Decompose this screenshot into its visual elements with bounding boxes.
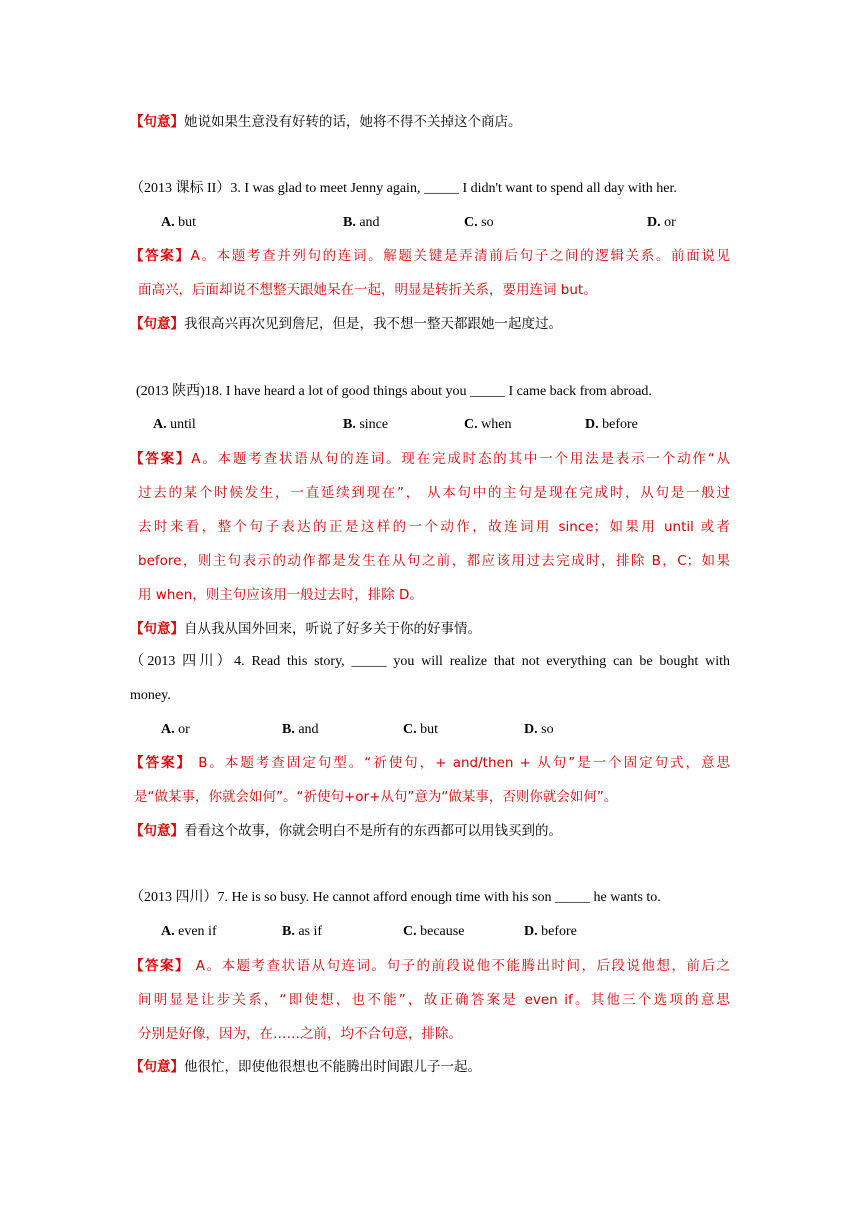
answer-line: 分别是好像，因为，在……之前，均不合句意，排除。 bbox=[138, 1026, 462, 1042]
option-a: A. even if bbox=[161, 924, 217, 939]
question-stem: （2013 课标 II）3. I was glad to meet Jenny again, _____ I didn't want to spend all day with her. bbox=[130, 181, 677, 196]
option-a: A. or bbox=[161, 722, 190, 737]
option-b: B. as if bbox=[282, 924, 323, 939]
sentence-meaning-tag: 【句意】 bbox=[130, 316, 184, 332]
sentence-meaning-tag: 【句意】 bbox=[130, 1059, 184, 1075]
answer-line: 间明显是让步关系，“即使想，也不能”，故正确答案是 even if。其他三个选项的意思 bbox=[138, 992, 730, 1008]
option-b: B. and bbox=[343, 215, 380, 230]
option-d: D. so bbox=[524, 722, 554, 737]
answer-line: 是“做某事，你就会如何”。“祈使句+or+从句”意为“做某事，否则你就会如何”。 bbox=[134, 789, 618, 805]
answer-line bbox=[130, 449, 730, 470]
answer-line: 去时来看，整个句子表达的正是这样的一个动作，故连词用 since；如果用 until 或者 bbox=[138, 519, 730, 535]
option-d: D. or bbox=[647, 215, 676, 230]
option-c: C. when bbox=[464, 417, 512, 432]
sentence-meaning-line bbox=[130, 619, 481, 640]
answer-tag: 【答案】 bbox=[130, 958, 190, 974]
answer-text: A。本题考查状语从句的连词。现在完成时态的其中一个用法是表示一个动作“从 bbox=[191, 451, 731, 467]
option-b: B. since bbox=[343, 417, 389, 432]
option-a: A. but bbox=[161, 215, 197, 230]
question-stem: （2013 四川）4. Read this story, _____ you will realize that not everything can be bought with bbox=[130, 654, 730, 669]
sentence-meaning-tag: 【句意】 bbox=[130, 823, 184, 839]
answer-line: 用 when，则主句应该用一般过去时，排除 D。 bbox=[138, 587, 423, 603]
sentence-meaning-text: 自从我从国外回来，听说了好多关于你的好事情。 bbox=[184, 621, 481, 637]
sentence-meaning-line bbox=[130, 1057, 481, 1078]
option-b: B. and bbox=[282, 722, 319, 737]
sentence-meaning-line bbox=[130, 314, 562, 335]
sentence-meaning-tag: 【句意】 bbox=[130, 114, 184, 130]
sentence-meaning-text: 我很高兴再次见到詹尼，但是，我不想一整天都跟她一起度过。 bbox=[184, 316, 562, 332]
sentence-meaning-text: 看看这个故事，你就会明白不是所有的东西都可以用钱买到的。 bbox=[184, 823, 562, 839]
sentence-meaning-text: 他很忙，即使他很想也不能腾出时间跟儿子一起。 bbox=[184, 1059, 481, 1075]
answer-tag: 【答案】 bbox=[130, 248, 191, 264]
question-stem: （2013 四川）7. He is so busy. He cannot afford enough time with his son _____ he wants to. bbox=[130, 890, 661, 905]
question-stem: (2013 陕西)18. I have heard a lot of good things about you _____ I came back from abroad. bbox=[136, 384, 652, 399]
sentence-meaning-tag: 【句意】 bbox=[130, 621, 184, 637]
answer-line: before，则主句表示的动作都是发生在从句之前，都应该用过去完成时，排除 B，C；如果 bbox=[138, 553, 730, 569]
answer-line bbox=[130, 246, 730, 267]
sentence-meaning-text: 她说如果生意没有好转的话，她将不得不关掉这个商店。 bbox=[184, 114, 522, 130]
option-c: C. but bbox=[403, 722, 439, 737]
answer-line bbox=[130, 753, 730, 774]
question-stem-continued: money. bbox=[130, 688, 171, 703]
option-c: C. so bbox=[464, 215, 494, 230]
option-a: A. until bbox=[153, 417, 196, 432]
option-c: C. because bbox=[403, 924, 465, 939]
sentence-meaning-line bbox=[130, 821, 562, 842]
answer-text: B。本题考查固定句型。“祈使句，+ and/then + 从句”是一个固定句式，意思 bbox=[191, 755, 730, 771]
sentence-meaning-line bbox=[130, 112, 522, 133]
option-d: D. before bbox=[524, 924, 577, 939]
answer-line: 过去的某个时候发生，一直延续到现在”， 从本句中的主句是现在完成时，从句是一般过 bbox=[138, 485, 730, 501]
option-d: D. before bbox=[585, 417, 638, 432]
answer-text: A。本题考查并列句的连词。解题关键是弄清前后句子之间的逻辑关系。前面说见 bbox=[190, 248, 731, 264]
answer-tag: 【答案】 bbox=[130, 755, 192, 771]
answer-tag: 【答案】 bbox=[130, 451, 192, 467]
answer-line: 面高兴，后面却说不想整天跟她呆在一起，明显是转折关系，要用连词 but。 bbox=[138, 282, 597, 298]
answer-text: A。本题考查状语从句连词。句子的前段说他不能腾出时间，后段说他想，前后之 bbox=[190, 958, 730, 974]
answer-line bbox=[130, 956, 730, 977]
